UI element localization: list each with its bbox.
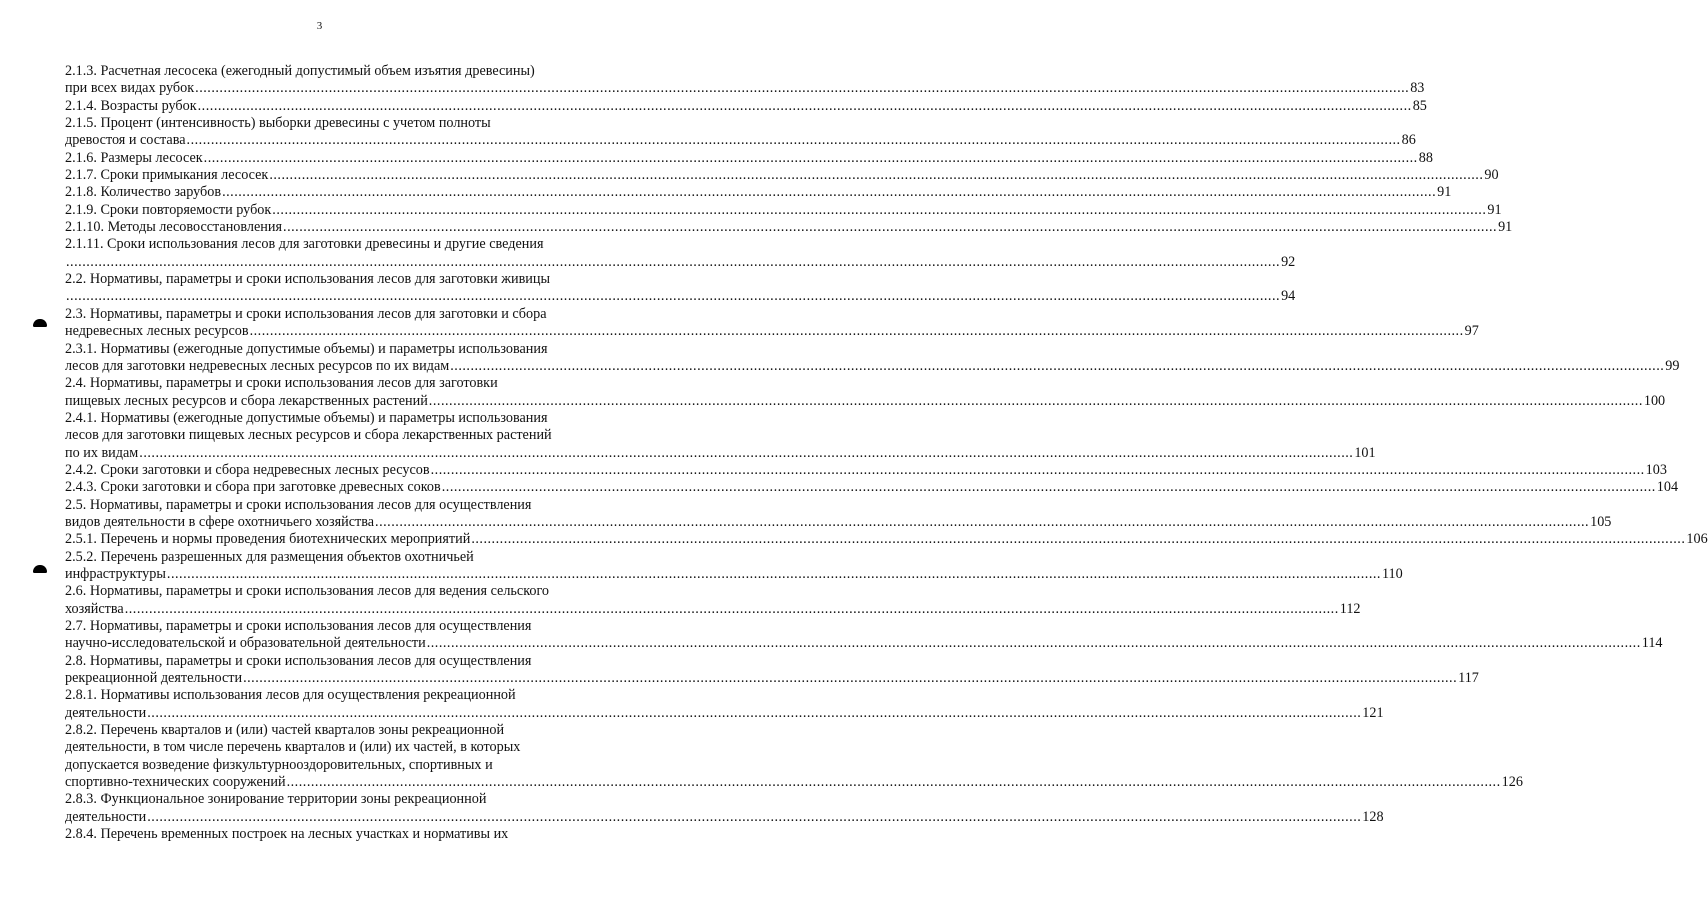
toc-entry-text: пищевых лесных ресурсов и сбора лекарственных растений	[65, 392, 428, 409]
toc-page-number: 100	[1643, 392, 1666, 409]
dot-leader: ............................................................................................................................................................................................................................................................................................................	[203, 149, 1418, 166]
toc-line	[65, 201, 1502, 219]
toc-entry-text: 2.1.6. Размеры лесосек	[65, 149, 203, 166]
toc-entry-text: 2.1.9. Сроки повторяемости рубок	[65, 201, 272, 218]
toc-entry-text: научно-исследовательской и образовательной деятельности	[65, 635, 426, 652]
toc-line	[65, 375, 572, 392]
page-number: 3	[316, 20, 323, 32]
toc-entry	[65, 201, 1502, 219]
toc-line	[65, 653, 572, 670]
scan-mark	[33, 565, 47, 573]
toc-line	[65, 97, 1427, 115]
toc-page-number: 91	[1498, 219, 1513, 236]
toc-entry	[65, 97, 1427, 115]
toc-page-number: 110	[1381, 565, 1403, 582]
toc-entry-text: спортивно-технических сооружений	[65, 774, 286, 791]
dot-leader: ............................................................................................................................................................................................................................................................................................................	[272, 201, 1487, 218]
toc-line	[65, 600, 1361, 618]
toc-entry-text: 2.5.2. Перечень разрешенных для размещения объектов охотничьей	[65, 548, 474, 565]
toc-entry	[65, 479, 1679, 496]
toc-page-number: 88	[1418, 149, 1433, 166]
dot-leader: ............................................................................................................................................................................................................................................................................................................	[195, 80, 1410, 97]
toc-entry	[65, 687, 1384, 722]
toc-page-number: 97	[1464, 323, 1479, 340]
toc-line	[65, 826, 572, 843]
toc-entry	[65, 791, 1384, 826]
toc-line	[65, 236, 572, 253]
dot-leader: ............................................................................................................................................................................................................................................................................................................	[471, 531, 1686, 548]
toc-entry	[65, 149, 1433, 167]
toc-entry-text: 2.1.11. Сроки использования лесов для заготовки древесины и другие сведения	[65, 236, 544, 253]
toc-line	[65, 618, 572, 635]
toc-entry	[65, 722, 1523, 791]
toc-line	[65, 808, 1384, 826]
toc-line	[65, 357, 1680, 375]
dot-leader: ............................................................................................................................................................................................................................................................................................................	[249, 323, 1464, 340]
toc-entry-text: видов деятельности в сфере охотничьего хозяйства	[65, 513, 375, 530]
toc-entry-text: по их видам	[65, 444, 139, 461]
toc-entry	[65, 826, 572, 843]
dot-leader: ............................................................................................................................................................................................................................................................................................................	[166, 565, 1381, 582]
toc-line	[65, 583, 572, 600]
toc-entry-text: древостоя и состава	[65, 132, 186, 149]
toc-line	[65, 461, 1667, 479]
toc-page-number: 101	[1354, 444, 1376, 461]
toc-line	[65, 635, 1663, 652]
toc-line	[65, 722, 572, 739]
toc-entry-text: 2.1.10. Методы лесовосстановления	[65, 219, 283, 236]
toc-line	[65, 549, 572, 566]
toc-entry	[65, 236, 1296, 271]
toc-line	[65, 306, 572, 323]
toc-entry-text: хозяйства	[65, 600, 124, 617]
toc-entry	[65, 652, 1479, 688]
toc-entry	[65, 305, 1479, 341]
toc-page-number: 112	[1339, 600, 1361, 617]
dot-leader: ............................................................................................................................................................................................................................................................................................................	[186, 132, 1401, 149]
toc-entry-text: деятельности	[65, 808, 147, 825]
toc-page-number: 105	[1590, 513, 1612, 530]
toc-entry	[65, 496, 1612, 532]
toc-entry-text: 2.4.2. Сроки заготовки и сбора недревесных лесных ресусов	[65, 461, 430, 478]
toc-entry-text: 2.8.3. Функциональное зонирование территории зоны рекреационной	[65, 791, 487, 808]
toc-entry-text: 2.4.1. Нормативы (ежегодные допустимые объемы) и параметры использования	[65, 409, 548, 426]
dot-leader: ............................................................................................................................................................................................................................................................................................................	[66, 253, 1281, 270]
toc-page-number: 103	[1645, 461, 1667, 478]
toc-line	[65, 497, 572, 514]
toc-entry-text: 2.3. Нормативы, параметры и сроки использования лесов для заготовки и сбора	[65, 305, 547, 322]
toc-entry-text: 2.1.8. Количество зарубов	[65, 184, 222, 201]
toc-line	[65, 565, 1403, 583]
toc-page-number: 91	[1487, 201, 1502, 218]
toc-entry	[65, 583, 1361, 618]
dot-leader: ............................................................................................................................................................................................................................................................................................................	[147, 808, 1362, 825]
toc-entry-text: 2.8.2. Перечень кварталов и (или) частей кварталов зоны рекреационной	[65, 722, 505, 739]
toc-page-number: 85	[1412, 97, 1427, 114]
toc-page-number: 94	[1281, 288, 1296, 305]
toc-line	[65, 184, 1452, 201]
toc-entry-text: 2.8.1. Нормативы использования лесов для осуществления рекреационной	[65, 687, 516, 704]
toc-entry-text: 2.1.5. Процент (интенсивность) выборки древесины с учетом полноты	[65, 115, 491, 132]
toc-line	[65, 288, 1296, 305]
toc-entry-text: 2.5. Нормативы, параметры и сроки использования лесов для осуществления	[65, 496, 532, 513]
dot-leader: ............................................................................................................................................................................................................................................................................................................	[139, 444, 1354, 461]
dot-leader: ............................................................................................................................................................................................................................................................................................................	[124, 600, 1339, 617]
toc-line	[65, 531, 1708, 548]
toc-entry	[65, 271, 1296, 306]
toc-entry	[65, 63, 1425, 98]
toc-entry-text: при всех видах рубок	[65, 80, 195, 97]
toc-entry	[65, 618, 1663, 653]
toc-entry	[65, 115, 1416, 150]
toc-entry-text: лесов для заготовки недревесных лесных ресурсов по их видам	[65, 357, 450, 374]
toc-line	[65, 757, 572, 774]
toc-entry-text: 2.4.3. Сроки заготовки и сбора при заготовке древесных соков	[65, 479, 441, 496]
toc-page-number: 126	[1501, 774, 1523, 791]
toc-line	[65, 341, 572, 358]
toc-page-number: 117	[1458, 670, 1479, 687]
toc-entry	[65, 184, 1452, 201]
toc-line	[65, 791, 572, 808]
toc-entry-text: деятельности, в том числе перечень кварталов и (или) их частей, в которых	[65, 739, 521, 756]
toc-line	[65, 63, 572, 80]
toc-entry	[65, 340, 1680, 376]
toc-line	[65, 670, 1479, 687]
dot-leader: ............................................................................................................................................................................................................................................................................................................	[66, 288, 1281, 305]
toc-line	[65, 444, 1376, 462]
toc-page-number: 90	[1484, 167, 1499, 184]
dot-leader: ............................................................................................................................................................................................................................................................................................................	[222, 184, 1437, 201]
toc-line	[65, 271, 572, 288]
dot-leader: ............................................................................................................................................................................................................................................................................................................	[147, 704, 1362, 721]
toc-line	[65, 219, 1513, 236]
dot-leader: ............................................................................................................................................................................................................................................................................................................	[430, 461, 1645, 478]
dot-leader: ............................................................................................................................................................................................................................................................................................................	[426, 635, 1641, 652]
toc-entry	[65, 531, 1708, 548]
toc-line	[65, 687, 572, 704]
dot-leader: ............................................................................................................................................................................................................................................................................................................	[283, 219, 1498, 236]
toc-page-number: 91	[1437, 184, 1452, 201]
toc-entry-text: 2.8. Нормативы, параметры и сроки использования лесов для осуществления	[65, 652, 532, 669]
toc-entry-text: допускается возведение физкультурнооздоровительных, спортивных и	[65, 756, 493, 773]
toc-page-number: 104	[1656, 479, 1679, 496]
toc-line	[65, 323, 1479, 340]
toc-line	[65, 704, 1384, 722]
toc-line	[65, 513, 1612, 531]
toc-entry-text: 2.5.1. Перечень и нормы проведения биотехнических мероприятий	[65, 531, 471, 548]
toc-line	[65, 410, 572, 427]
toc-entry-text: 2.2. Нормативы, параметры и сроки использования лесов для заготовки живицы	[65, 271, 551, 288]
toc-entry-text: 2.1.4. Возрасты рубок	[65, 97, 197, 114]
table-of-contents	[65, 63, 1708, 843]
toc-entry-text: 2.3.1. Нормативы (ежегодные допустимые объемы) и параметры использования	[65, 340, 548, 357]
toc-entry-text: 2.7. Нормативы, параметры и сроки использования лесов для осуществления	[65, 618, 532, 634]
dot-leader: ............................................................................................................................................................................................................................................................................................................	[450, 357, 1665, 374]
toc-line	[65, 132, 1416, 149]
toc-entry-text: рекреационной деятельности	[65, 670, 243, 687]
toc-entry	[65, 548, 1403, 584]
toc-entry-text: инфраструктуры	[65, 565, 166, 582]
toc-line	[65, 392, 1666, 410]
toc-page-number: 114	[1641, 635, 1663, 652]
toc-line	[65, 149, 1433, 167]
toc-line	[65, 479, 1679, 496]
toc-page-number: 106	[1686, 531, 1708, 548]
toc-line	[65, 80, 1425, 97]
toc-line	[65, 739, 572, 756]
toc-line	[65, 774, 1523, 791]
toc-entry-text: 2.6. Нормативы, параметры и сроки использования лесов для ведения сельского	[65, 583, 550, 600]
toc-entry-text: недревесных лесных ресурсов	[65, 323, 249, 340]
toc-entry-text: лесов для заготовки пищевых лесных ресурсов и сбора лекарственных растений	[65, 427, 552, 444]
toc-page-number: 86	[1401, 132, 1416, 149]
toc-entry-text: деятельности	[65, 704, 147, 721]
dot-leader: ............................................................................................................................................................................................................................................................................................................	[375, 513, 1590, 530]
toc-entry	[65, 461, 1667, 479]
toc-page-number: 92	[1281, 253, 1296, 270]
toc-line	[65, 253, 1296, 271]
toc-entry	[65, 219, 1513, 236]
toc-page-number: 121	[1362, 704, 1384, 721]
toc-line	[65, 167, 1499, 184]
dot-leader: ............................................................................................................................................................................................................................................................................................................	[428, 392, 1643, 409]
toc-entry	[65, 375, 1666, 410]
toc-line	[65, 427, 572, 444]
toc-entry-text: 2.4. Нормативы, параметры и сроки использования лесов для заготовки	[65, 375, 498, 392]
dot-leader: ............................................................................................................................................................................................................................................................................................................	[243, 670, 1458, 687]
toc-page-number: 83	[1410, 80, 1425, 97]
toc-page-number: 128	[1362, 808, 1384, 825]
scan-mark	[33, 319, 47, 327]
toc-entry-text: 2.1.3. Расчетная лесосека (ежегодный допустимый объем изъятия древесины)	[65, 63, 535, 79]
toc-line	[65, 115, 572, 132]
toc-page-number: 99	[1665, 357, 1680, 374]
toc-entry-text: 2.1.7. Сроки примыкания лесосек	[65, 167, 269, 184]
dot-leader: ............................................................................................................................................................................................................................................................................................................	[286, 774, 1501, 791]
toc-entry	[65, 409, 1376, 462]
dot-leader: ............................................................................................................................................................................................................................................................................................................	[441, 479, 1656, 496]
toc-entry	[65, 167, 1499, 184]
dot-leader: ............................................................................................................................................................................................................................................................................................................	[269, 167, 1484, 184]
dot-leader: ............................................................................................................................................................................................................................................................................................................	[197, 97, 1412, 114]
toc-entry-text: 2.8.4. Перечень временных построек на лесных участках и нормативы их	[65, 826, 509, 843]
